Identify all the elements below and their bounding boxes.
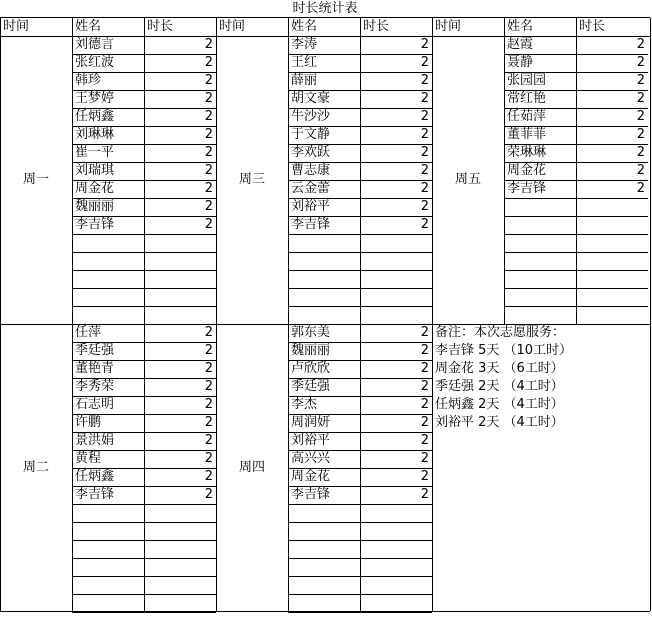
hours-cell[interactable]: 2 bbox=[420, 145, 429, 160]
header-hours[interactable]: 时长 bbox=[363, 19, 390, 34]
name-cell[interactable]: 王红 bbox=[291, 55, 318, 70]
grid-vline bbox=[432, 18, 433, 611]
hours-cell[interactable]: 2 bbox=[420, 199, 429, 214]
name-cell[interactable]: 任炳鑫 bbox=[75, 109, 115, 124]
grid-hline bbox=[72, 522, 216, 523]
name-cell[interactable]: 李吉锋 bbox=[291, 217, 331, 232]
name-cell[interactable]: 崔一平 bbox=[75, 145, 115, 160]
grid-hline bbox=[72, 198, 216, 199]
name-cell[interactable]: 任炳鑫 bbox=[75, 469, 115, 484]
grid-hline bbox=[72, 180, 216, 181]
hours-cell[interactable]: 2 bbox=[420, 379, 429, 394]
name-cell[interactable]: 李欢跃 bbox=[291, 145, 331, 160]
name-cell[interactable]: 云金蕾 bbox=[291, 181, 331, 196]
name-cell[interactable]: 李涛 bbox=[291, 37, 318, 52]
grid-hline bbox=[288, 270, 432, 271]
grid-hline bbox=[72, 252, 216, 253]
hours-cell[interactable]: 2 bbox=[204, 325, 213, 340]
name-cell[interactable]: 董艳青 bbox=[75, 361, 115, 376]
grid-hline bbox=[72, 54, 216, 55]
note-line[interactable]: 备注：本次志愿服务： bbox=[435, 325, 566, 340]
name-cell[interactable]: 薛丽 bbox=[291, 73, 318, 88]
grid-hline bbox=[288, 540, 432, 541]
grid-hline bbox=[72, 612, 216, 613]
grid-vline bbox=[0, 18, 1, 611]
grid-hline bbox=[288, 486, 432, 487]
name-cell[interactable]: 聂静 bbox=[507, 55, 534, 70]
hours-cell[interactable]: 2 bbox=[420, 91, 429, 106]
hours-cell[interactable]: 2 bbox=[204, 343, 213, 358]
hours-cell[interactable]: 2 bbox=[204, 163, 213, 178]
grid-hline bbox=[288, 504, 432, 505]
header-bottom-line bbox=[0, 36, 650, 37]
name-cell[interactable]: 王梦婷 bbox=[75, 91, 115, 106]
grid-hline bbox=[288, 522, 432, 523]
grid-hline bbox=[504, 162, 648, 163]
grid-hline bbox=[72, 234, 216, 235]
hours-cell[interactable]: 2 bbox=[204, 37, 213, 52]
header-time[interactable]: 时间 bbox=[219, 19, 246, 34]
grid-hline bbox=[504, 180, 648, 181]
grid-hline bbox=[504, 144, 648, 145]
grid-hline bbox=[288, 180, 432, 181]
hours-cell[interactable]: 2 bbox=[204, 451, 213, 466]
grid-hline bbox=[72, 486, 216, 487]
grid-hline bbox=[504, 126, 648, 127]
hours-cell[interactable]: 2 bbox=[420, 325, 429, 340]
hours-cell[interactable]: 2 bbox=[204, 199, 213, 214]
hours-cell[interactable]: 2 bbox=[420, 397, 429, 412]
name-cell[interactable]: 许鹏 bbox=[75, 415, 102, 430]
grid-hline bbox=[504, 216, 648, 217]
name-cell[interactable]: 李杰 bbox=[291, 397, 318, 412]
name-cell[interactable]: 任茹萍 bbox=[507, 109, 547, 124]
note-line[interactable]: 季廷强 2天 （4工时） bbox=[435, 379, 564, 394]
name-cell[interactable]: 刘裕平 bbox=[291, 433, 331, 448]
grid-hline bbox=[504, 198, 648, 199]
grid-hline bbox=[288, 306, 432, 307]
header-time[interactable]: 时间 bbox=[435, 19, 462, 34]
hours-cell[interactable]: 2 bbox=[636, 181, 645, 196]
grid-hline bbox=[72, 270, 216, 271]
name-cell[interactable]: 常红艳 bbox=[507, 91, 547, 106]
grid-vline bbox=[576, 18, 577, 324]
grid-hline bbox=[72, 360, 216, 361]
hours-cell[interactable]: 2 bbox=[204, 55, 213, 70]
grid-hline bbox=[72, 144, 216, 145]
grid-hline bbox=[72, 594, 216, 595]
name-cell[interactable]: 李吉锋 bbox=[291, 487, 331, 502]
bottom-border-line bbox=[0, 611, 650, 612]
grid-hline bbox=[72, 288, 216, 289]
grid-vline bbox=[650, 18, 651, 611]
name-cell[interactable]: 周金花 bbox=[291, 469, 331, 484]
header-hours[interactable]: 时长 bbox=[147, 19, 174, 34]
hours-cell[interactable]: 2 bbox=[636, 37, 645, 52]
grid-hline bbox=[288, 72, 432, 73]
name-cell[interactable]: 牛沙沙 bbox=[291, 109, 331, 124]
hours-cell[interactable]: 2 bbox=[204, 397, 213, 412]
hours-cell[interactable]: 2 bbox=[420, 163, 429, 178]
note-line[interactable]: 任炳鑫 2天 （4工时） bbox=[435, 397, 564, 412]
name-cell[interactable]: 董菲菲 bbox=[507, 127, 547, 142]
hours-cell[interactable]: 2 bbox=[204, 91, 213, 106]
hours-cell[interactable]: 2 bbox=[204, 73, 213, 88]
day-cell[interactable]: 周一 bbox=[22, 172, 49, 187]
grid-hline bbox=[288, 558, 432, 559]
grid-hline bbox=[504, 306, 648, 307]
hours-cell[interactable]: 2 bbox=[204, 145, 213, 160]
hours-cell[interactable]: 2 bbox=[636, 73, 645, 88]
name-cell[interactable]: 周金花 bbox=[75, 181, 115, 196]
grid-hline bbox=[72, 216, 216, 217]
grid-hline bbox=[72, 306, 216, 307]
grid-hline bbox=[72, 162, 216, 163]
grid-hline bbox=[504, 90, 648, 91]
hours-cell[interactable]: 2 bbox=[420, 415, 429, 430]
grid-hline bbox=[288, 234, 432, 235]
grid-hline bbox=[288, 414, 432, 415]
grid-hline bbox=[288, 162, 432, 163]
hours-cell[interactable]: 2 bbox=[204, 469, 213, 484]
note-line[interactable]: 周金花 3天 （6工时） bbox=[435, 361, 564, 376]
grid-hline bbox=[288, 378, 432, 379]
grid-hline bbox=[72, 108, 216, 109]
name-cell[interactable]: 魏丽丽 bbox=[75, 199, 115, 214]
grid-hline bbox=[288, 90, 432, 91]
grid-hline bbox=[72, 90, 216, 91]
grid-hline bbox=[288, 594, 432, 595]
grid-hline bbox=[504, 108, 648, 109]
hours-cell[interactable]: 2 bbox=[636, 127, 645, 142]
name-cell[interactable]: 周润妍 bbox=[291, 415, 331, 430]
grid-hline bbox=[72, 72, 216, 73]
grid-hline bbox=[288, 468, 432, 469]
name-cell[interactable]: 高兴兴 bbox=[291, 451, 331, 466]
day-cell[interactable]: 周三 bbox=[238, 172, 265, 187]
grid-hline bbox=[288, 450, 432, 451]
name-cell[interactable]: 景洪娟 bbox=[75, 433, 115, 448]
hours-cell[interactable]: 2 bbox=[420, 361, 429, 376]
name-cell[interactable]: 任萍 bbox=[75, 325, 102, 340]
grid-hline bbox=[504, 234, 648, 235]
grid-hline bbox=[288, 54, 432, 55]
grid-hline bbox=[72, 558, 216, 559]
grid-hline bbox=[504, 54, 648, 55]
hours-cell[interactable]: 2 bbox=[204, 217, 213, 232]
hours-cell[interactable]: 2 bbox=[204, 433, 213, 448]
hours-cell[interactable]: 2 bbox=[636, 91, 645, 106]
hours-cell[interactable]: 2 bbox=[420, 217, 429, 232]
name-cell[interactable]: 赵霞 bbox=[507, 37, 534, 52]
hours-cell[interactable]: 2 bbox=[420, 433, 429, 448]
grid-vline bbox=[504, 18, 505, 324]
hours-cell[interactable]: 2 bbox=[204, 127, 213, 142]
hours-cell[interactable]: 2 bbox=[204, 181, 213, 196]
grid-hline bbox=[288, 288, 432, 289]
grid-hline bbox=[288, 144, 432, 145]
header-name[interactable]: 姓名 bbox=[507, 19, 534, 34]
grid-hline bbox=[72, 126, 216, 127]
hours-cell[interactable]: 2 bbox=[636, 145, 645, 160]
grid-hline bbox=[288, 126, 432, 127]
name-cell[interactable]: 石志明 bbox=[75, 397, 115, 412]
name-cell[interactable]: 季廷强 bbox=[75, 343, 115, 358]
hours-cell[interactable]: 2 bbox=[420, 37, 429, 52]
hours-cell[interactable]: 2 bbox=[420, 127, 429, 142]
grid-hline bbox=[288, 360, 432, 361]
grid-hline bbox=[288, 612, 432, 613]
day-cell[interactable]: 周二 bbox=[22, 460, 49, 475]
name-cell[interactable]: 张园园 bbox=[507, 73, 547, 88]
name-cell[interactable]: 季廷强 bbox=[291, 379, 331, 394]
grid-hline bbox=[504, 72, 648, 73]
header-name[interactable]: 姓名 bbox=[75, 19, 102, 34]
grid-hline bbox=[72, 414, 216, 415]
hours-cell[interactable]: 2 bbox=[420, 73, 429, 88]
hours-cell[interactable]: 2 bbox=[204, 487, 213, 502]
sheet-title[interactable]: 时长统计表 bbox=[0, 0, 650, 18]
name-cell[interactable]: 郭东美 bbox=[291, 325, 331, 340]
grid-hline bbox=[288, 342, 432, 343]
name-cell[interactable]: 刘琳琳 bbox=[75, 127, 115, 142]
hours-cell[interactable]: 2 bbox=[420, 469, 429, 484]
grid-hline bbox=[288, 396, 432, 397]
name-cell[interactable]: 李吉锋 bbox=[75, 217, 115, 232]
header-name[interactable]: 姓名 bbox=[291, 19, 318, 34]
name-cell[interactable]: 胡文豪 bbox=[291, 91, 331, 106]
grid-hline bbox=[288, 216, 432, 217]
hours-cell[interactable]: 2 bbox=[204, 109, 213, 124]
grid-hline bbox=[72, 378, 216, 379]
name-cell[interactable]: 李秀荣 bbox=[75, 379, 115, 394]
half-divider-line bbox=[0, 324, 650, 325]
grid-hline bbox=[72, 504, 216, 505]
grid-hline bbox=[72, 342, 216, 343]
name-cell[interactable]: 周金花 bbox=[507, 163, 547, 178]
name-cell[interactable]: 李吉锋 bbox=[507, 181, 547, 196]
hours-cell[interactable]: 2 bbox=[636, 163, 645, 178]
hours-cell[interactable]: 2 bbox=[420, 109, 429, 124]
name-cell[interactable]: 荣琳琳 bbox=[507, 145, 547, 160]
grid-hline bbox=[288, 108, 432, 109]
note-line[interactable]: 李吉锋 5天 （10工时） bbox=[435, 343, 573, 358]
grid-hline bbox=[504, 252, 648, 253]
grid-hline bbox=[504, 288, 648, 289]
name-cell[interactable]: 刘裕平 bbox=[291, 199, 331, 214]
hours-cell[interactable]: 2 bbox=[420, 451, 429, 466]
grid-hline bbox=[72, 450, 216, 451]
grid-hline bbox=[72, 396, 216, 397]
name-cell[interactable]: 卢欣欣 bbox=[291, 361, 331, 376]
name-cell[interactable]: 李吉锋 bbox=[75, 487, 115, 502]
grid-hline bbox=[72, 432, 216, 433]
hours-cell[interactable]: 2 bbox=[420, 487, 429, 502]
hours-cell[interactable]: 2 bbox=[636, 55, 645, 70]
grid-hline bbox=[288, 432, 432, 433]
grid-vline bbox=[216, 18, 217, 611]
day-cell[interactable]: 周五 bbox=[454, 172, 481, 187]
name-cell[interactable]: 张红波 bbox=[75, 55, 115, 70]
header-time[interactable]: 时间 bbox=[3, 19, 30, 34]
name-cell[interactable]: 于文静 bbox=[291, 127, 331, 142]
hours-cell[interactable]: 2 bbox=[204, 379, 213, 394]
hours-cell[interactable]: 2 bbox=[204, 361, 213, 376]
grid-hline bbox=[504, 270, 648, 271]
grid-hline bbox=[288, 576, 432, 577]
name-cell[interactable]: 刘德言 bbox=[75, 37, 115, 52]
name-cell[interactable]: 刘瑞琪 bbox=[75, 163, 115, 178]
hours-cell[interactable]: 2 bbox=[636, 109, 645, 124]
grid-hline bbox=[288, 198, 432, 199]
hours-cell[interactable]: 2 bbox=[420, 343, 429, 358]
note-line[interactable]: 刘裕平 2天 （4工时） bbox=[435, 415, 564, 430]
name-cell[interactable]: 曹志康 bbox=[291, 163, 331, 178]
day-cell[interactable]: 周四 bbox=[238, 460, 265, 475]
hours-cell[interactable]: 2 bbox=[420, 181, 429, 196]
header-hours[interactable]: 时长 bbox=[579, 19, 606, 34]
grid-hline bbox=[288, 252, 432, 253]
hours-cell[interactable]: 2 bbox=[204, 415, 213, 430]
name-cell[interactable]: 黄程 bbox=[75, 451, 102, 466]
grid-hline bbox=[72, 468, 216, 469]
grid-hline bbox=[72, 576, 216, 577]
name-cell[interactable]: 魏丽丽 bbox=[291, 343, 331, 358]
grid-hline bbox=[72, 540, 216, 541]
name-cell[interactable]: 韩珍 bbox=[75, 73, 102, 88]
hours-cell[interactable]: 2 bbox=[420, 55, 429, 70]
